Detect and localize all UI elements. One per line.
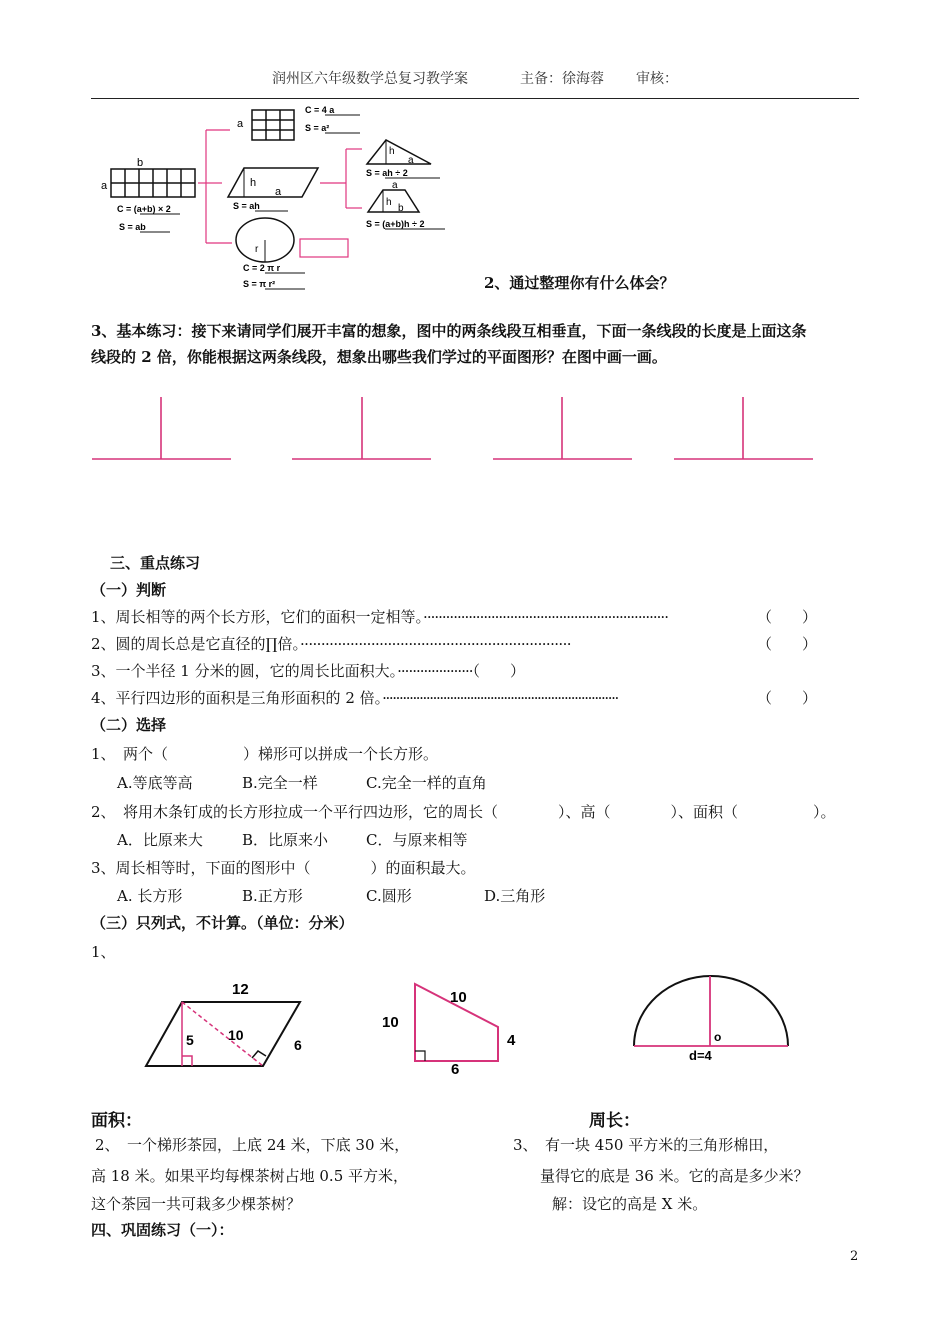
section3-title: 三、重点练习 — [110, 554, 201, 572]
judge-text: 2、圆的周长总是它直径的∏倍。 — [91, 635, 300, 653]
para-s-formula: S = ah — [233, 201, 260, 211]
header-reviewer: 审核： — [636, 71, 678, 87]
question-2: 2、通过整理你有什么体会？ — [484, 274, 675, 292]
problem-2-line1: 2、 一个梯形茶园，上底 24 米，下底 30 米， — [95, 1136, 410, 1154]
choice-option[interactable]: C.完全一样的直角 — [366, 774, 487, 792]
choice-option[interactable]: A.等底等高 — [117, 774, 193, 792]
circle-c-formula: C = 2 π r — [243, 263, 281, 273]
fig2-bottom-label: 6 — [451, 1061, 460, 1078]
judge-dots: ································································· — [299, 635, 571, 653]
fig1-parallelogram — [146, 1002, 300, 1066]
perimeter-label: 周长： — [589, 1111, 640, 1131]
fig2-left-label: 10 — [382, 1014, 399, 1031]
choice-question-1: 1、 两个（ ）梯形可以拼成一个长方形。 — [91, 745, 439, 763]
header-author: 主备：徐海蓉 — [520, 71, 604, 87]
rect-c-formula: C = (a+b) × 2 — [117, 204, 171, 214]
trap-s-formula: S = (a+b)h ÷ 2 — [366, 219, 425, 229]
square-c-formula: C = 4 a — [305, 105, 335, 115]
problem-2-line3: 这个茶园一共可栽多少棵茶树？ — [91, 1195, 302, 1213]
judge-text: 3、一个半径 1 分米的圆，它的周长比面积大。 — [91, 662, 398, 680]
fig2-slant-label: 10 — [450, 989, 467, 1006]
section4-title: 四、巩固练习（一）： — [91, 1221, 234, 1239]
page-number: 2 — [850, 1249, 859, 1264]
fig1-diagonal-label: 10 — [228, 1027, 244, 1043]
judge-dots: ······································································ — [382, 689, 618, 707]
judge-answer-2[interactable]: （ ） — [757, 635, 818, 653]
choice-option[interactable]: A．比原来大 — [117, 831, 203, 849]
fig1-top-label: 12 — [232, 981, 249, 998]
area-label: 面积： — [91, 1111, 142, 1131]
judge-answer-4[interactable]: （ ） — [757, 689, 818, 707]
para-h-label: h — [250, 177, 257, 189]
choice-option[interactable]: B．比原来小 — [242, 831, 329, 849]
header-title: 润州区六年级数学总复习教学案 — [272, 71, 468, 87]
problem-3-line2: 量得它的底是 36 米。它的高是多少米？ — [540, 1167, 809, 1185]
fig1-side-label: 6 — [294, 1037, 302, 1053]
judge-dots: ································································· — [423, 608, 668, 626]
choice-option[interactable]: B.完全一样 — [242, 774, 318, 792]
circle-s-formula: S = π r² — [243, 279, 276, 289]
choice-title: （二）选择 — [91, 716, 167, 734]
trap-h-label: h — [386, 197, 392, 208]
question-3-line1: 3、基本练习：接下来请同学们展开丰富的想象，图中的两条线段互相垂直，下面一条线段的长度是上面这条 — [91, 322, 807, 340]
choice-option[interactable]: C．与原来相等 — [366, 831, 468, 849]
fig3-center-label: o — [714, 1030, 722, 1044]
choice-option[interactable]: D.三角形 — [484, 887, 546, 905]
choice-question-3: 3、周长相等时，下面的图形中（ ）的面积最大。 — [91, 859, 476, 877]
judge-title: （一）判断 — [91, 581, 167, 599]
problem-3-line3: 解：设它的高是 X 米。 — [552, 1195, 708, 1213]
fig3-diameter-label: d=4 — [689, 1048, 712, 1063]
rect-b-label: b — [137, 157, 144, 169]
tri-s-formula: S = ah ÷ 2 — [366, 168, 408, 178]
fig1-height-label: 5 — [186, 1032, 194, 1048]
circle-r-label: r — [255, 244, 259, 255]
tri-h-label: h — [389, 146, 395, 157]
choice-question-2: 2、 将用木条钉成的长方形拉成一个平行四边形，它的周长（ ）、高（ ）、面积（ ）。 — [91, 803, 836, 821]
judge-text: 4、平行四边形的面积是三角形面积的 2 倍。 — [91, 689, 383, 707]
trap-a-label: a — [392, 180, 398, 191]
choice-option[interactable]: B.正方形 — [242, 887, 303, 905]
tri-a-label: a — [408, 155, 414, 166]
formula-number: 1、 — [91, 943, 116, 961]
choice-option[interactable]: A. 长方形 — [117, 887, 183, 905]
formula-title: （三）只列式，不计算。（单位：分米） — [91, 914, 354, 932]
square-s-formula: S = a² — [305, 123, 330, 133]
square-a-label: a — [237, 118, 244, 130]
judge-answer-3[interactable]: （ ） — [472, 662, 526, 680]
judge-dots: ···················· — [397, 662, 473, 680]
choice-option[interactable]: C.圆形 — [366, 887, 412, 905]
fig2-right-label: 4 — [507, 1032, 516, 1049]
rect-s-formula: S = ab — [119, 222, 146, 232]
fig3-semicircle — [634, 976, 788, 1046]
question-3-line2: 线段的 2 倍，你能根据这两条线段，想象出哪些我们学过的平面图形？在图中画一画。 — [91, 348, 667, 366]
trap-b-label: b — [398, 203, 404, 214]
rect-a-label: a — [101, 180, 108, 192]
judge-text: 1、周长相等的两个长方形，它们的面积一定相等。 — [91, 608, 424, 626]
para-a-label: a — [275, 186, 282, 198]
problem-3-line1: 3、 有一块 450 平方米的三角形棉田， — [513, 1136, 779, 1154]
problem-2-line2: 高 18 米。如果平均每棵茶树占地 0.5 平方米， — [91, 1167, 409, 1185]
judge-answer-1[interactable]: （ ） — [757, 608, 818, 626]
